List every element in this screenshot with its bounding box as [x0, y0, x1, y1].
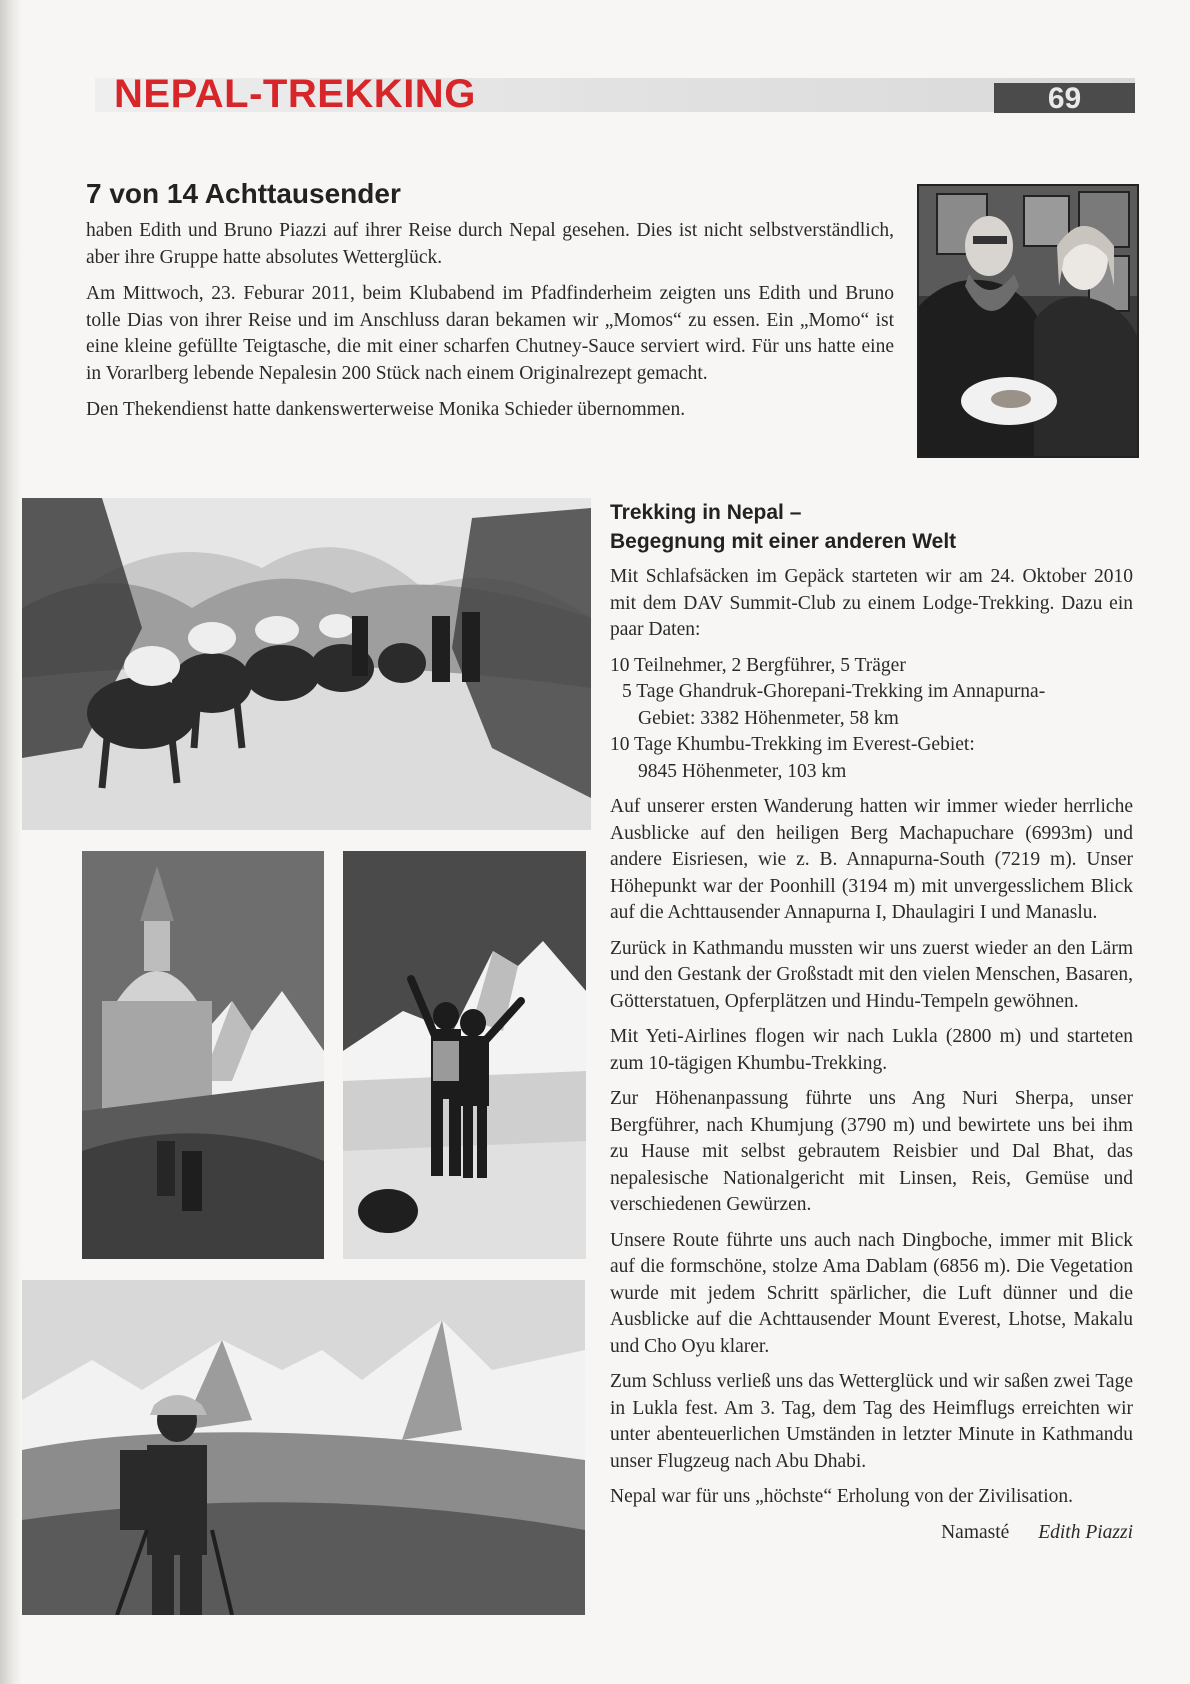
- article-paragraph: Zum Schluss verließ uns das Wetterglück und wir saßen zwei Tage in Lukla fest. Am 3. Tag, dem Tag des Heimflugs erreichten wir unter abenteuerlichen Umständen in letzter Minute in Kathmandu unser Flugzeug nach Abu Dhabi.: [610, 1371, 1133, 1472]
- trip-facts-list: [610, 653, 1133, 786]
- intro-paragraph: Den Thekendienst hatte dankenswerterweise Monika Schieder übernommen.: [86, 399, 686, 420]
- signature: [610, 1520, 1133, 1547]
- article-paragraph: Auf unserer ersten Wanderung hatten wir immer wieder herrliche Ausblicke auf den heiligen Berg Machapuchare (6993m) und andere Eisriesen, wie z. B. Annapurna-South (7219 m). Unser Höhepunkt war der Poonhill (3194 m) mit unvergesslichem Blick auf die Achttausender Annapurna I, Dhaulagiri I und Manaslu.: [610, 796, 1133, 923]
- article-title: [610, 498, 1133, 556]
- photo-yak-caravan: [22, 498, 591, 830]
- photo-stupa-mountain: [82, 851, 324, 1259]
- intro-paragraph: Am Mittwoch, 23. Feburar 2011, beim Klubabend im Pfadfinderheim zeigten uns Edith und Bruno tolle Dias von ihrer Reise und im Anschluss daran bekamen wir „Momos“ zu essen. Ein „Momo“ ist eine kleine gefüllte Teigtasche, die mit einer scharfen Chutney-Sauce serviert wird. Für uns hatte eine in Vorarlberg lebende Nepalesin 200 Stück nach einem Originalrezept gemacht.: [86, 283, 894, 384]
- article-title-line: Trekking in Nepal –: [610, 501, 802, 524]
- photo-hiker-mountain-panorama: [22, 1280, 585, 1615]
- photo-couple-with-momos: [917, 184, 1139, 458]
- intro-paragraph: haben Edith und Bruno Piazzi auf ihrer Reise durch Nepal gesehen. Dies ist nicht selbstverständlich, aber ihre Gruppe hatte absolutes Wetterglück.: [86, 220, 894, 268]
- author-name: Edith Piazzi: [1038, 1521, 1133, 1543]
- trip-fact: 10 Teilnehmer, 2 Bergführer, 5 Träger: [610, 654, 906, 676]
- article-paragraph: Mit Yeti-Airlines flogen wir nach Lukla (2800 m) und starteten zum 10-tägigen Khumbu-Trekking.: [610, 1026, 1133, 1074]
- intro-text: [86, 218, 894, 434]
- intro-title: 7 von 14 Achttausender: [86, 178, 401, 209]
- trip-fact: Gebiet: 3382 Höhenmeter, 58 km: [638, 707, 899, 729]
- article-paragraph: Unsere Route führte uns auch nach Dingboche, immer mit Blick auf die formschöne, stolze Ama Dablam (6856 m). Die Vegetation wurde mit jedem Schritt spärlicher, die Luft dünner und die Ausblicke auf die Achttausender Mount Everest, Lhotse, Makalu und Cho Oyu klarer.: [610, 1229, 1133, 1357]
- article-column: [610, 498, 1133, 1546]
- page-spine-shadow: [0, 0, 22, 1684]
- trip-fact: 5 Tage Ghandruk-Ghorepani-Trekking im Annapurna-: [622, 681, 1046, 702]
- article-paragraph: Zur Höhenanpassung führte uns Ang Nuri Sherpa, unser Bergführer, nach Khumjung (3790 m) und bewirtete uns bei ihm zu Hause mit selbst gebrautem Reisbier und Dal Bhat, das nepalesische Nationalgericht mit Linsen, Reis, Gemüse und verschiedenen Gewürzen.: [610, 1088, 1133, 1215]
- article-paragraph: Mit Schlafsäcken im Gepäck starteten wir am 24. Oktober 2010 mit dem DAV Summit-Club zu einem Lodge-Trekking. Dazu ein paar Daten:: [610, 566, 1133, 640]
- article-paragraph: Nepal war für uns „höchste“ Erholung von der Zivilisation.: [610, 1486, 1074, 1507]
- photo-hikers-arms-raised: [343, 851, 586, 1259]
- article-paragraph: Zurück in Kathmandu mussten wir uns zuerst wieder an den Lärm und den Gestank der Großstadt mit den vielen Menschen, Basaren, Götterstatuen, Opferplätzen und Hindu-Tempeln gewöhnen.: [610, 937, 1133, 1012]
- trip-fact: 10 Tage Khumbu-Trekking im Everest-Gebiet:: [610, 734, 975, 755]
- trip-fact: 9845 Höhenmeter, 103 km: [638, 760, 847, 782]
- section-title: NEPAL-TREKKING: [114, 72, 476, 116]
- page-number: 69: [994, 83, 1135, 113]
- greeting: Namasté: [941, 1521, 1010, 1543]
- article-title-line: Begegnung mit einer anderen Welt: [610, 530, 957, 553]
